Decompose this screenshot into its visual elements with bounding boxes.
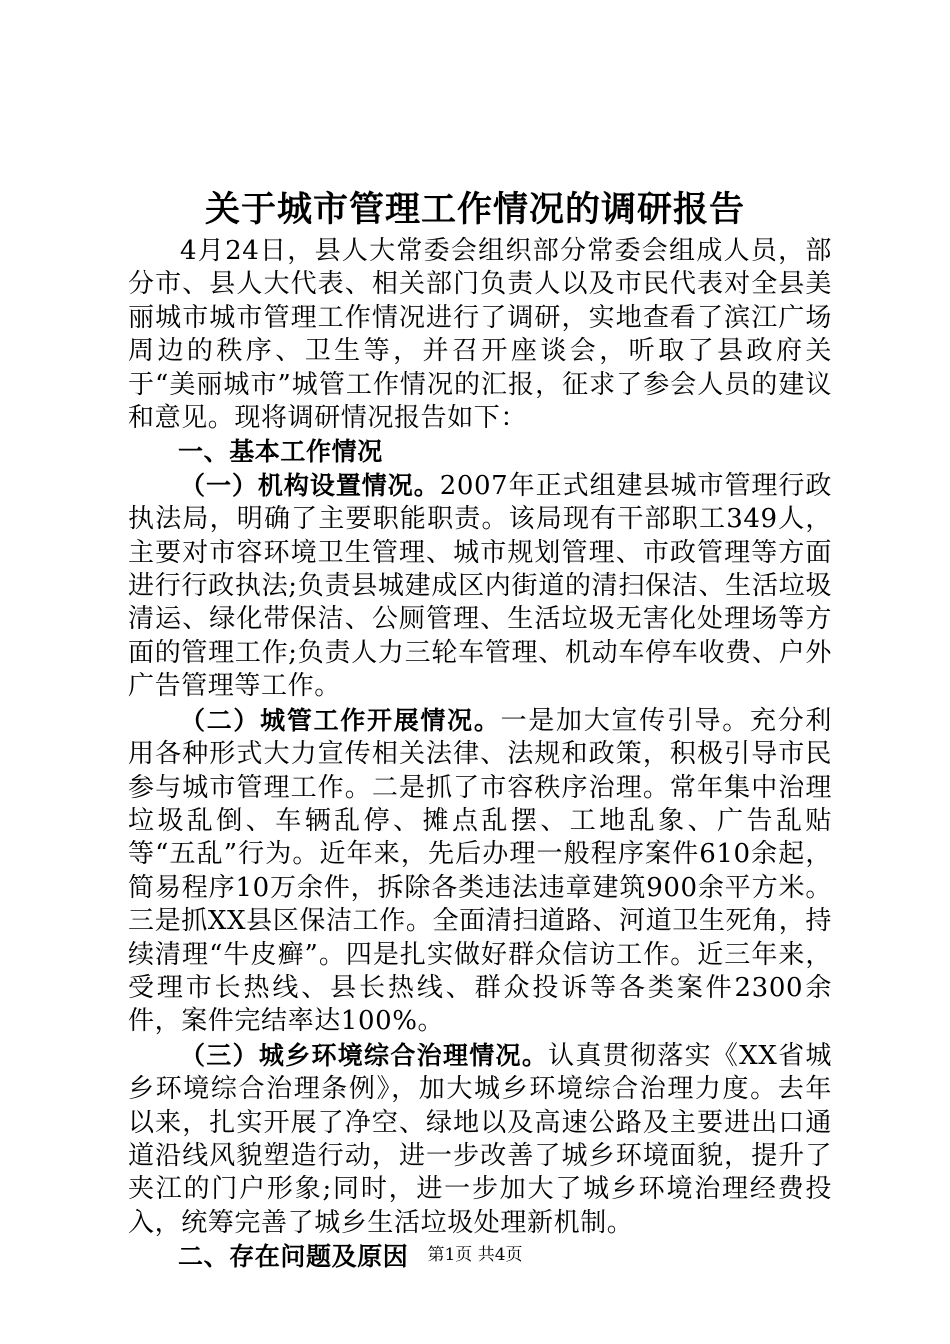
paragraph-lead-environment: （三）城乡环境综合治理情况。 xyxy=(180,1040,549,1070)
paragraph-text-environment: 认真贯彻落实《XX省城乡环境综合治理条例》，加大城乡环境综合治理力度。去年以来，扎实开展了净空、绿地以及高速公路及主要进出口通道沿线风貌塑造行动，进一步改善了城乡环境面貌，提升了夹江的门户形象;同时，进一步加大了城乡环境治理经费投入，统筹完善了城乡生活垃圾处理新机制。 xyxy=(128,1040,832,1238)
document-title: 关于城市管理工作情况的调研报告 xyxy=(204,189,745,230)
intro-paragraph: 4月24日，县人大常委会组织部分常委会组成人员，部分市、县人大代表、相关部门负责人以及市民代表对全县美丽城市城市管理工作情况进行了调研，实地查看了滨江广场周边的秩序、卫生等，并召开座谈会，听取了县政府关于“美丽城市”城管工作情况的汇报，征求了参会人员的建议和意见。现将调研情况报告如下： xyxy=(128,236,832,434)
document-body xyxy=(128,235,832,1274)
paragraph-text-organization: 2007年正式组建县城市管理行政执法局，明确了主要职能职责。该局现有干部职工349人，主要对市容环境卫生管理、城市规划管理、市政管理等方面进行行政执法;负责县城建成区内街道的清扫保洁、生活垃圾清运、绿化带保洁、公厕管理、生活垃圾无害化处理场等方面的管理工作;负责人力三轮车管理、机动车停车收费、户外广告管理等工作。 xyxy=(128,470,832,702)
page-footer xyxy=(0,1244,950,1266)
page-number: 第1页 共4页 xyxy=(427,1245,523,1265)
section-heading-problems: 二、存在问题及原因 xyxy=(178,1242,409,1272)
paragraph-environment xyxy=(128,1039,832,1240)
paragraph-text-urban-management: 一是加大宣传引导。充分利用各种形式大力宣传相关法律、法规和政策，积极引导市民参与城市管理工作。二是抓了市容秩序治理。常年集中治理垃圾乱倒、车辆乱停、摊点乱摆、工地乱象、广告乱贴等“五乱”行为。近年来，先后办理一般程序案件610余起，简易程序10万余件，拆除各类违法违章建筑900余平方米。三是抓XX县区保洁工作。全面清扫道路、河道卫生死角，持续清理“牛皮癣”。四是扎实做好群众信访工作。近三年来，受理市长热线、县长热线、群众投诉等各类案件2300余件，案件完结率达100%。 xyxy=(128,705,833,1037)
paragraph-lead-organization: （一）机构设置情况。 xyxy=(180,470,440,500)
paragraph-lead-urban-management: （二）城管工作开展情况。 xyxy=(180,705,501,735)
paragraph-urban-management xyxy=(128,704,832,1039)
section-heading-basic-situation: 一、基本工作情况 xyxy=(178,437,383,467)
paragraph-organization xyxy=(128,469,832,704)
